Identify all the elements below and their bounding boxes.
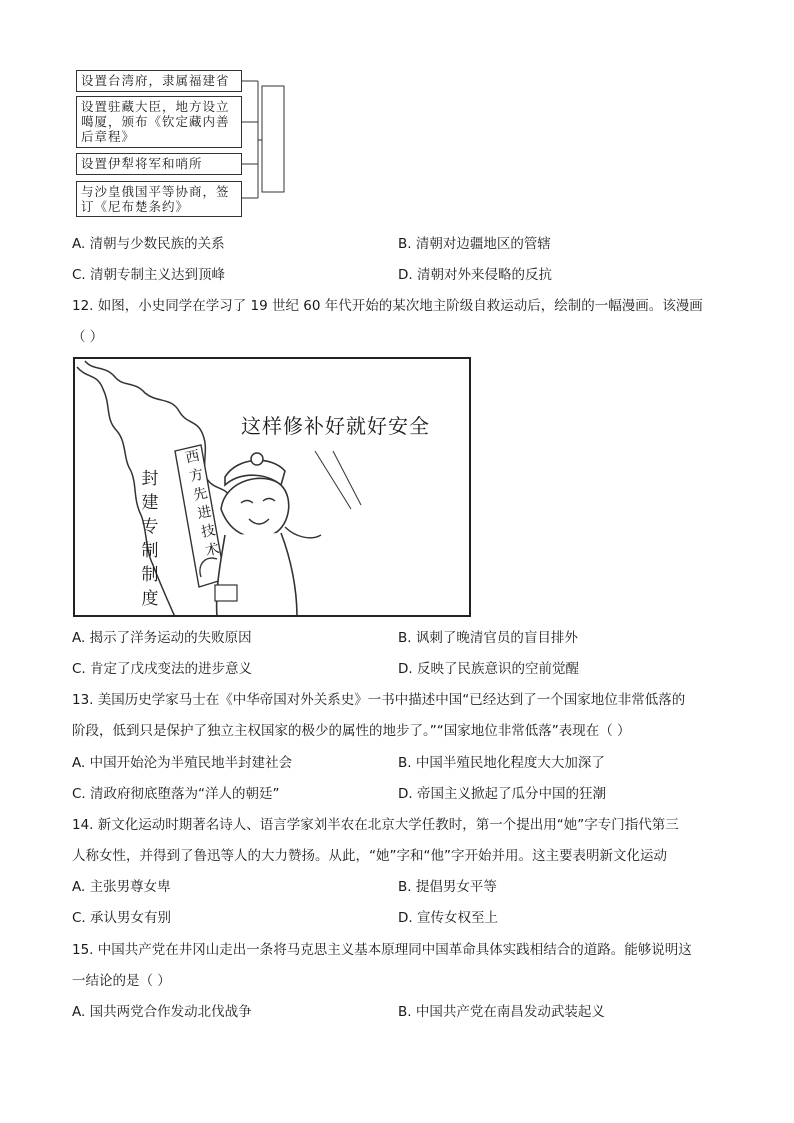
patch-label-char: 西 — [184, 448, 202, 467]
cartoon-frame — [73, 357, 471, 617]
q13-option-a[interactable]: A. 中国开始沦为半殖民地半封建社会 — [72, 755, 293, 771]
left-label-char: 制 — [141, 541, 159, 561]
q14-option-c[interactable]: C. 承认男女有别 — [72, 910, 172, 926]
q14-option-a[interactable]: A. 主张男尊女卑 — [72, 879, 171, 895]
patch-label-char: 进 — [195, 503, 213, 523]
cartoon-drawing — [75, 359, 471, 617]
cartoon-speech-text: 这样修补好就好安全 — [241, 414, 430, 438]
patch-label-char: 术 — [203, 540, 221, 560]
left-label-char: 封 — [141, 469, 159, 489]
q12-option-c[interactable]: C. 肯定了戊戌变法的进步意义 — [72, 661, 253, 677]
patch-label-char: 方 — [188, 466, 206, 486]
q12-option-b[interactable]: B. 讽刺了晚清官员的盲目排外 — [398, 630, 578, 646]
q15-stem-line2: 一结论的是（ ） — [72, 973, 171, 989]
patch-label-char: 技 — [199, 522, 217, 541]
flow-box-tibet: 设置驻藏大臣，地方设立噶厦，颁布《钦定藏内善后章程》 — [76, 96, 242, 148]
q15-option-a[interactable]: A. 国共两党合作发动北伐战争 — [72, 1004, 252, 1020]
flow-box-taiwan: 设置台湾府，隶属福建省 — [76, 70, 242, 92]
cartoon-left-label — [139, 467, 161, 611]
q12-option-a[interactable]: A. 揭示了洋务运动的失败原因 — [72, 630, 252, 646]
q14-option-b[interactable]: B. 提倡男女平等 — [398, 879, 497, 895]
q13-option-d[interactable]: D. 帝国主义掀起了瓜分中国的狂潮 — [398, 786, 606, 802]
flow-connector-bracket — [240, 70, 300, 220]
q11-option-c[interactable]: C. 清朝专制主义达到顶峰 — [72, 267, 226, 283]
left-label-char: 专 — [141, 517, 159, 537]
flow-box-nerchinsk: 与沙皇俄国平等协商，签订《尼布楚条约》 — [76, 181, 242, 217]
q11-option-d[interactable]: D. 清朝对外来侵略的反抗 — [398, 267, 552, 283]
q13-option-c[interactable]: C. 清政府彻底堕落为“洋人的朝廷” — [72, 786, 280, 802]
q13-stem-line1: 13. 美国历史学家马士在《中华帝国对外关系史》一书中描述中国“已经达到了一个国家地位非常低落的 — [72, 692, 686, 708]
q12-stem-line2: （ ） — [72, 329, 104, 345]
q12-option-d[interactable]: D. 反映了民族意识的空前觉醒 — [398, 661, 579, 677]
q12-stem-line1: 12. 如图，小史同学在学习了 19 世纪 60 年代开始的某次地主阶级自救运动后，绘制的一幅漫画。该漫画 — [72, 298, 703, 314]
q14-stem-line2: 人称女性，并得到了鲁迅等人的大力赞扬。从此，“她”字和“他”字开始并用。这主要表明新文化运动 — [72, 848, 667, 864]
left-label-char: 制 — [141, 565, 159, 585]
q14-stem-line1: 14. 新文化运动时期著名诗人、语言学家刘半农在北京大学任教时，第一个提出用“她”字专门指代第三 — [72, 817, 679, 833]
q15-option-b[interactable]: B. 中国共产党在南昌发动武装起义 — [398, 1004, 605, 1020]
left-label-char: 度 — [141, 589, 159, 609]
flow-box-ili: 设置伊犁将军和哨所 — [76, 153, 242, 175]
q11-option-b[interactable]: B. 清朝对边疆地区的管辖 — [398, 236, 551, 252]
left-label-char: 建 — [141, 493, 159, 513]
q13-stem-line2: 阶段，低到只是保护了独立主权国家的极少的属性的地步了。”“国家地位非常低落”表现在（ ） — [72, 723, 631, 739]
q11-option-a[interactable]: A. 清朝与少数民族的关系 — [72, 236, 225, 252]
q15-stem-line1: 15. 中国共产党在井冈山走出一条将马克思主义基本原理同中国革命具体实践相结合的道路。能够说明这 — [72, 942, 692, 958]
q14-option-d[interactable]: D. 宣传女权至上 — [398, 910, 498, 926]
patch-label-char: 先 — [191, 485, 210, 504]
q13-option-b[interactable]: B. 中国半殖民地化程度大大加深了 — [398, 755, 605, 771]
